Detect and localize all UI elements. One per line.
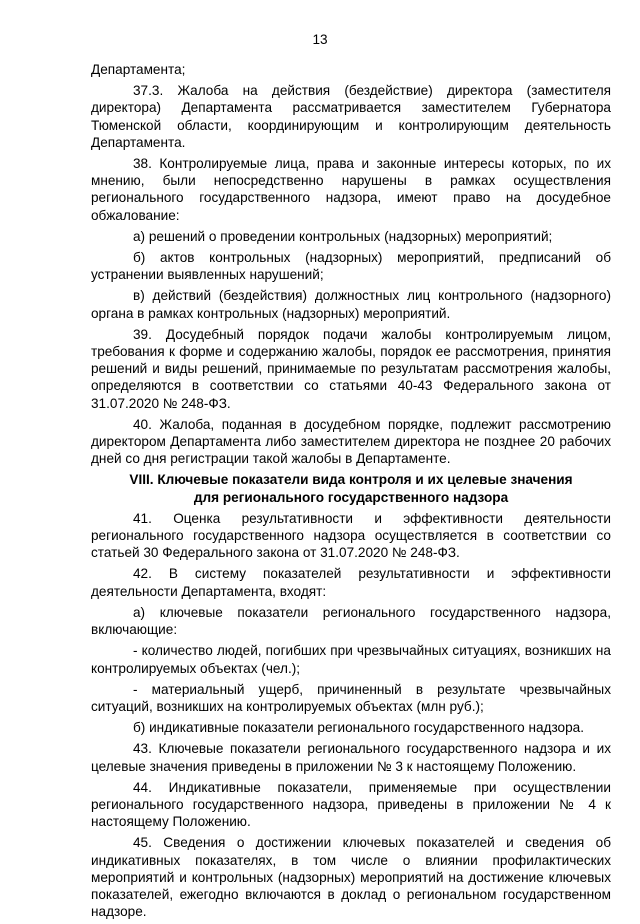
page-number: 13 (312, 32, 328, 47)
paragraph-44: 44. Индикативные показатели, применяемые при осуществлении регионального государственного надзора, приведены в приложении № 4 к настоящему Положению. (91, 779, 611, 830)
paragraph-37-3: 37.3. Жалоба на действия (бездействие) директора (заместителя директора) Департамента рассматривается заместителем Губернатора Тюменской области, координирующим и контролирующим деятельность Департамента. (91, 83, 611, 150)
paragraph-40: 40. Жалоба, поданная в досудебном порядке, подлежит рассмотрению директором Департамента либо заместителем директора не позднее 20 рабочих дней со дня регистрации такой жалобы в Департаменте. (91, 416, 611, 467)
paragraph-39: 39. Досудебный порядок подачи жалобы контролируемым лицом, требования к форме и содержанию жалобы, порядок ее рассмотрения, принятия решений и виды решений, принимаемые по результатам рассмотрения жалобы, определяются в соответствии со статьями 40-43 Федерального закона от 31.07.2020 № 248-ФЗ. (91, 326, 611, 411)
document-body (91, 61, 611, 924)
paragraph-42-b: б) индикативные показатели регионального государственного надзора. (133, 720, 584, 736)
paragraph-continuation: Департамента; (91, 62, 186, 77)
paragraph-38: 38. Контролируемые лица, права и законные интересы которых, по их мнению, были непосредственно нарушены в рамках осуществления регионального государственного надзора, имеют право на досудебное обжалование: (91, 156, 611, 223)
paragraph-42: 42. В систему показателей результативности и эффективности деятельности Департамента, входят: (91, 566, 611, 599)
paragraph-42-a: а) ключевые показатели регионального государственного надзора, включающие: (91, 604, 611, 638)
paragraph-38-b: б) актов контрольных (надзорных) мероприятий, предписаний об устранении выявленных нарушений; (91, 250, 611, 283)
paragraph-45: 45. Сведения о достижении ключевых показателей и сведения об индикативных показателях, в том числе о влиянии профилактических мероприятий и контрольных (надзорных) мероприятий на достижение ключевых показателей, ежегодно включаются в доклад о региональном государственном надзоре. (91, 835, 611, 920)
paragraph-38-v: в) действий (бездействия) должностных лиц контрольного (надзорного) органа в рамках контрольных (надзорных) мероприятий. (91, 288, 611, 321)
paragraph-43: 43. Ключевые показатели регионального государственного надзора и их целевые значения приведены в приложении № 3 к настоящему Положению. (91, 741, 611, 774)
paragraph-38-a: а) решений о проведении контрольных (надзорных) мероприятий; (133, 228, 553, 244)
section-heading-line1: VIII. Ключевые показатели вида контроля и их целевые значения (129, 472, 573, 488)
paragraph-42-a-item1: - количество людей, погибших при чрезвычайных ситуациях, возникших на контролируемых объектах (чел.); (91, 643, 611, 676)
paragraph-41: 41. Оценка результативности и эффективности деятельности регионального государственного надзора осуществляется в соответствии со статьей 30 Федерального закона от 31.07.2020 № 248-ФЗ. (91, 510, 611, 561)
paragraph-42-a-item2: - материальный ущерб, причиненный в результате чрезвычайных ситуаций, возникших на контролируемых объектах (млн руб.); (91, 681, 611, 714)
section-heading-line2: для регионального государственного надзора (193, 489, 509, 505)
section-heading (91, 471, 611, 505)
